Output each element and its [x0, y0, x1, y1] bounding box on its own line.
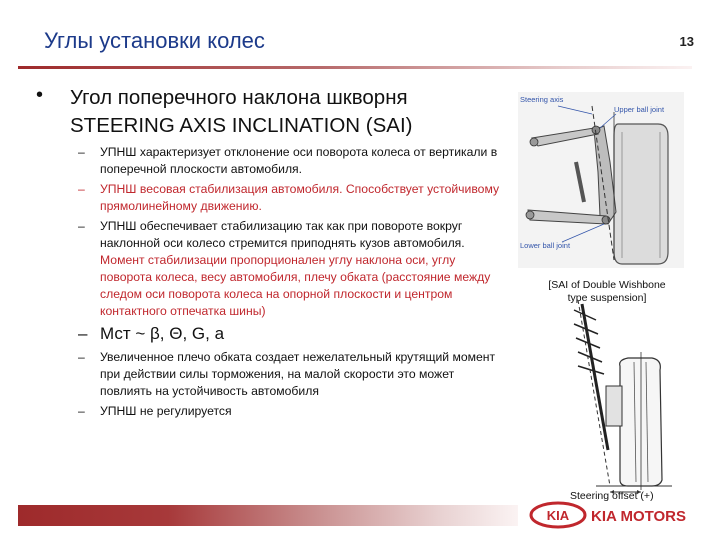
figure1-caption-line1: [SAI of Double Wishbone — [548, 279, 666, 291]
main-bullet — [70, 84, 510, 140]
main-bullet-line2: STEERING AXIS INCLINATION (SAI) — [70, 114, 413, 137]
sub-bullet-text-highlight: Момент стабилизации пропорционален углу наклона оси, углу поворота колеса, весу автомобиля, плечу обката (расстояние между следом оси поворота колеса на опорной плоскости и центром контактного отпечатка шины) — [100, 253, 491, 318]
dash-marker: – — [78, 219, 85, 233]
kia-motors-logo — [528, 500, 704, 530]
kia-logo-graphic — [528, 500, 704, 530]
bullet-marker: • — [36, 84, 44, 106]
sub-bullet-1 — [78, 144, 508, 178]
title-divider — [18, 66, 692, 69]
formula-text: Мст ~ β, Θ, G, a — [100, 324, 225, 343]
sub-bullet-text: Увеличенное плечо обката создает нежелательный крутящий момент при действии силы торможения, на малой скорости это может повлиять на устойчивость автомобиля — [100, 350, 496, 398]
figure1-caption-line2: type suspension] — [567, 292, 647, 304]
dash-marker: – — [78, 324, 88, 343]
main-bullet-line1: Угол поперечного наклона шкворня — [70, 86, 408, 109]
kia-motors-text: KIA MOTORS — [591, 508, 687, 525]
sub-bullet-text: УПНШ не регулируется — [100, 404, 232, 418]
slide-title: Углы установки колес — [44, 28, 265, 53]
sub-bullet-text: УПНШ характеризует отклонение оси поворота колеса от вертикали в поперечной плоскости автомобиля. — [100, 145, 498, 176]
dash-marker: – — [78, 182, 85, 196]
page-number: 13 — [679, 34, 694, 49]
dash-marker: – — [78, 350, 85, 364]
sub-bullet-text: УПНШ обеспечивает стабилизацию так как при повороте вокруг наклонной оси колесо стремится приподнять кузов автомобиля. — [100, 219, 465, 250]
sub-bullet-3 — [78, 218, 508, 320]
sub-bullet-formula — [78, 324, 508, 344]
footer-bar — [18, 505, 518, 526]
sai-diagram — [518, 92, 684, 268]
kia-badge-text: KIA — [546, 508, 570, 523]
steering-offset-diagram — [548, 300, 688, 500]
sub-bullet-2 — [78, 181, 508, 215]
figure2-caption: Steering offset (+) — [570, 490, 654, 502]
sub-bullet-5 — [78, 349, 508, 400]
dash-marker: – — [78, 404, 85, 418]
dash-marker: – — [78, 145, 85, 159]
sub-bullet-6 — [78, 403, 508, 420]
steering-offset-graphic — [548, 300, 688, 500]
label-steering-axis: Steering axis — [520, 95, 564, 104]
sub-bullet-text: УПНШ весовая стабилизация автомобиля. Способствует устойчивому прямолинейному движению. — [100, 182, 500, 213]
label-upper-ball-joint: Upper ball joint — [614, 105, 665, 114]
label-lower-ball-joint: Lower ball joint — [520, 241, 571, 250]
sai-diagram-graphic — [518, 92, 684, 268]
